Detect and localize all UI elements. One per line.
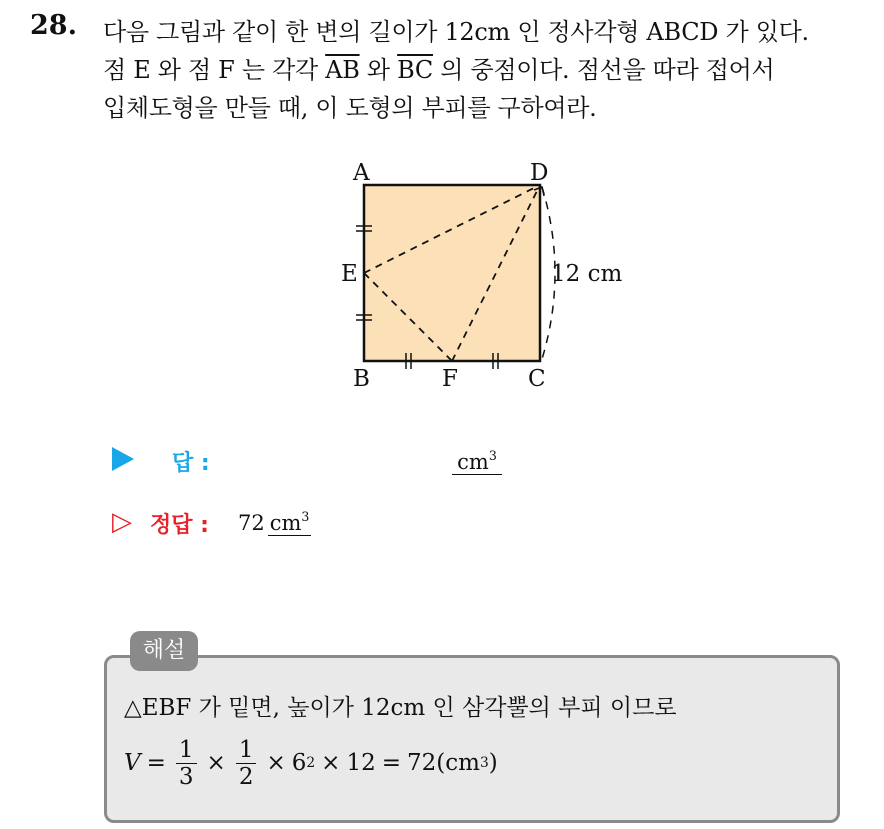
explanation-line-1: △EBF 가 밑면, 높이가 12cm 인 삼각뿔의 부피 이므로 (124, 695, 677, 721)
fraction-one-third (176, 737, 197, 790)
square-figure (330, 150, 640, 395)
correct-value-row (238, 511, 311, 535)
label-b: B (353, 366, 370, 392)
formula-eq-2: = (381, 750, 402, 776)
fraction-2-numerator: 1 (236, 737, 257, 764)
fraction-2-denominator: 2 (238, 763, 254, 790)
formula-lhs: V (124, 750, 141, 776)
question-line-2-suffix: 의 중점이다. 점선을 따라 접어서 (432, 56, 775, 84)
correct-value: 72 (238, 511, 265, 535)
correct-label: 정답 : (150, 513, 209, 538)
segment-ab: $\overline{AB}$ (325, 56, 360, 84)
segment-bc: $\overline{BC}$ (397, 56, 433, 84)
label-f: F (442, 366, 458, 392)
fraction-one-half (236, 737, 257, 790)
formula-eq: = (146, 750, 166, 776)
answer-input-blank[interactable] (452, 450, 502, 475)
label-e: E (341, 261, 358, 287)
label-d: D (530, 160, 549, 186)
answer-label: 답 : (172, 451, 210, 476)
question-line-2-prefix: 점 E 와 점 F 는 각각 (103, 56, 326, 84)
explanation-formula: V = $\frac{1}{3}$ × $\frac{1}{2}$ × 6 2 × 12 = 72(cm 3 ) (124, 736, 498, 790)
correct-arrow-icon: ▷ (112, 507, 132, 537)
answer-unit: cm (457, 450, 489, 474)
label-a: A (353, 160, 370, 186)
question-line-3: 입체도형을 만들 때, 이 도형의 부피를 구하여라. (103, 94, 597, 122)
correct-unit-wrap (268, 511, 312, 536)
formula-times-1: × (206, 750, 226, 776)
answer-arrow-icon (112, 447, 134, 471)
explanation-tag: 해설 (130, 631, 198, 671)
formula-result: 72(cm (407, 750, 480, 776)
answer-unit-exp: 3 (488, 448, 497, 464)
correct-unit: cm (269, 511, 302, 535)
formula-height: 12 (346, 750, 376, 776)
side-length-label: 12 cm (551, 261, 623, 287)
formula-base: 6 (291, 750, 307, 776)
formula-times-3: × (321, 750, 341, 776)
question-line-2 (103, 50, 774, 85)
question-line-2-mid: 와 (359, 56, 398, 84)
question-number: 28. (30, 10, 77, 41)
question-line-1: 다음 그림과 같이 한 변의 길이가 12cm 인 정사각형 ABCD 가 있다. (103, 18, 809, 46)
fraction-1-denominator: 3 (178, 763, 194, 790)
label-c: C (528, 366, 546, 392)
formula-times-2: × (266, 750, 286, 776)
fraction-1-numerator: 1 (176, 737, 197, 764)
correct-unit-exp: 3 (301, 509, 310, 525)
formula-result-close: ) (488, 750, 498, 776)
square-abcd (364, 185, 540, 361)
